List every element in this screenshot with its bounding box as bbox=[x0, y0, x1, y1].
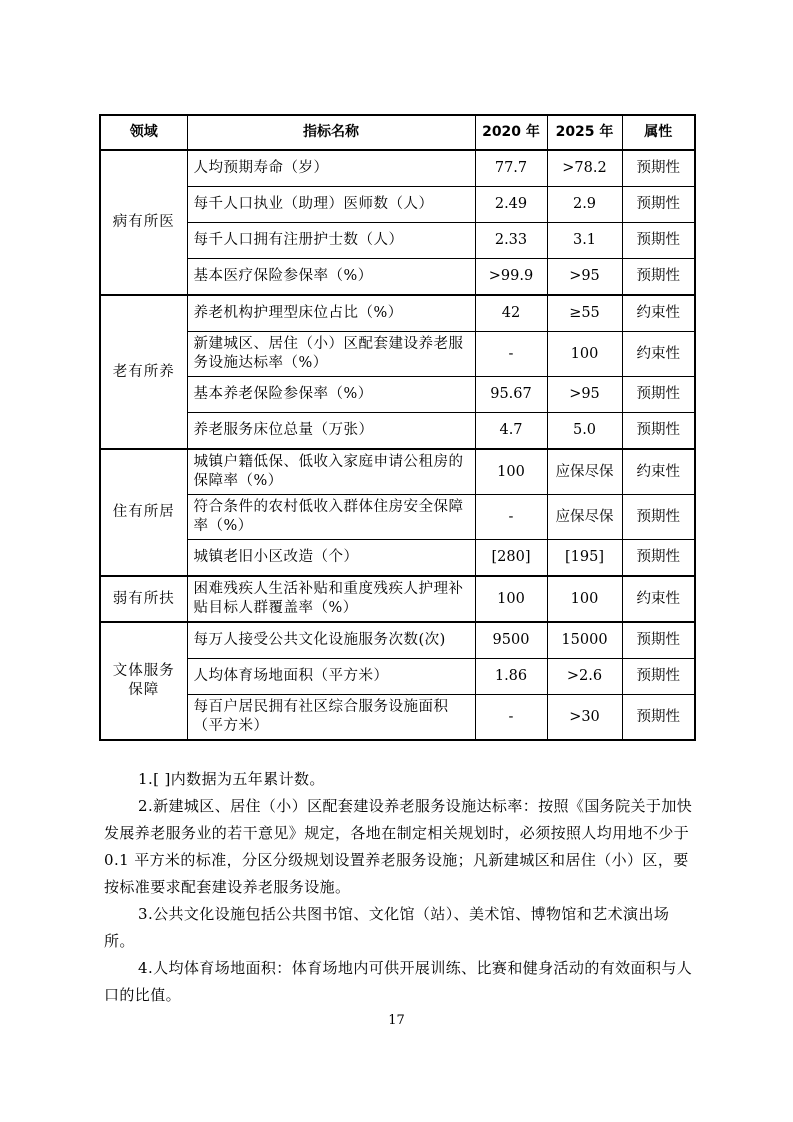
table-row bbox=[100, 187, 695, 223]
indicator-name: 困难残疾人生活补贴和重度残疾人护理补贴目标人群覆盖率（%） bbox=[187, 576, 475, 622]
attribute-cell: 预期性 bbox=[622, 622, 695, 659]
domain-cell: 文体服务保障 bbox=[100, 622, 187, 740]
header-2025: 2025 年 bbox=[547, 115, 622, 150]
table-row bbox=[100, 622, 695, 659]
attribute-cell: 预期性 bbox=[622, 540, 695, 577]
value-2020: 100 bbox=[475, 449, 547, 495]
value-2020: 2.49 bbox=[475, 187, 547, 223]
indicator-name: 养老服务床位总量（万张） bbox=[187, 413, 475, 450]
indicator-name: 符合条件的农村低收入群体住房安全保障率（%） bbox=[187, 495, 475, 540]
indicator-name: 人均预期寿命（岁） bbox=[187, 150, 475, 187]
value-2020: 95.67 bbox=[475, 377, 547, 413]
domain-cell: 弱有所扶 bbox=[100, 576, 187, 622]
value-2025: 100 bbox=[547, 332, 622, 377]
value-2020: - bbox=[475, 332, 547, 377]
domain-cell: 住有所居 bbox=[100, 449, 187, 576]
attribute-cell: 预期性 bbox=[622, 187, 695, 223]
indicator-name: 基本养老保险参保率（%） bbox=[187, 377, 475, 413]
indicator-name: 每千人口拥有注册护士数（人） bbox=[187, 223, 475, 259]
indicator-name: 每千人口执业（助理）医师数（人） bbox=[187, 187, 475, 223]
indicator-name: 城镇老旧小区改造（个） bbox=[187, 540, 475, 577]
value-2025: >30 bbox=[547, 695, 622, 741]
value-2025: 3.1 bbox=[547, 223, 622, 259]
attribute-cell: 预期性 bbox=[622, 413, 695, 450]
table-row bbox=[100, 150, 695, 187]
note-2: 2.新建城区、居住（小）区配套建设养老服务设施达标率：按照《国务院关于加快发展养老服务业的若干意见》规定，各地在制定相关规划时，必须按照人均用地不少于 0.1 平方米的标准，分区分级规划设置养老服务设施；凡新建城区和居住（小）区，要按标准要求配套建设养老服务设施。 bbox=[104, 797, 693, 896]
table-row bbox=[100, 576, 695, 622]
value-2025: 应保尽保 bbox=[547, 449, 622, 495]
value-2020: 9500 bbox=[475, 622, 547, 659]
indicator-name: 新建城区、居住（小）区配套建设养老服务设施达标率（%） bbox=[187, 332, 475, 377]
value-2025: ≥55 bbox=[547, 295, 622, 332]
value-2020: - bbox=[475, 695, 547, 741]
value-2025: >2.6 bbox=[547, 659, 622, 695]
attribute-cell: 预期性 bbox=[622, 150, 695, 187]
value-2025: 应保尽保 bbox=[547, 495, 622, 540]
indicator-name: 基本医疗保险参保率（%） bbox=[187, 259, 475, 296]
attribute-cell: 约束性 bbox=[622, 295, 695, 332]
table-row bbox=[100, 259, 695, 296]
value-2025: 100 bbox=[547, 576, 622, 622]
table-row bbox=[100, 223, 695, 259]
attribute-cell: 预期性 bbox=[622, 223, 695, 259]
attribute-cell: 预期性 bbox=[622, 659, 695, 695]
header-indicator-name: 指标名称 bbox=[187, 115, 475, 150]
table-row bbox=[100, 295, 695, 332]
table-row bbox=[100, 377, 695, 413]
table-row bbox=[100, 695, 695, 741]
header-attribute: 属性 bbox=[622, 115, 695, 150]
attribute-cell: 预期性 bbox=[622, 259, 695, 296]
table-row bbox=[100, 332, 695, 377]
value-2020: - bbox=[475, 495, 547, 540]
table-row bbox=[100, 495, 695, 540]
note-3: 3.公共文化设施包括公共图书馆、文化馆（站）、美术馆、博物馆和艺术演出场所。 bbox=[104, 905, 670, 950]
note-1: 1.[ ]内数据为五年累计数。 bbox=[138, 770, 325, 788]
table-notes bbox=[104, 766, 694, 1009]
table-row bbox=[100, 659, 695, 695]
indicator-name: 每万人接受公共文化设施服务次数(次) bbox=[187, 622, 475, 659]
table-header-row bbox=[100, 115, 695, 150]
table-row bbox=[100, 449, 695, 495]
value-2025: [195] bbox=[547, 540, 622, 577]
indicator-name: 城镇户籍低保、低收入家庭申请公租房的保障率（%） bbox=[187, 449, 475, 495]
page-number: 17 bbox=[388, 1013, 405, 1028]
header-2020: 2020 年 bbox=[475, 115, 547, 150]
value-2025: 5.0 bbox=[547, 413, 622, 450]
indicator-name: 每百户居民拥有社区综合服务设施面积（平方米） bbox=[187, 695, 475, 741]
attribute-cell: 约束性 bbox=[622, 332, 695, 377]
indicator-name: 养老机构护理型床位占比（%） bbox=[187, 295, 475, 332]
indicator-name: 人均体育场地面积（平方米） bbox=[187, 659, 475, 695]
value-2025: 15000 bbox=[547, 622, 622, 659]
value-2020: 4.7 bbox=[475, 413, 547, 450]
value-2020: 42 bbox=[475, 295, 547, 332]
value-2025: >95 bbox=[547, 259, 622, 296]
header-domain: 领域 bbox=[100, 115, 187, 150]
table-row bbox=[100, 413, 695, 450]
indicators-table bbox=[99, 114, 696, 741]
value-2020: [280] bbox=[475, 540, 547, 577]
value-2025: >78.2 bbox=[547, 150, 622, 187]
value-2020: 1.86 bbox=[475, 659, 547, 695]
attribute-cell: 约束性 bbox=[622, 449, 695, 495]
attribute-cell: 预期性 bbox=[622, 495, 695, 540]
domain-cell: 老有所养 bbox=[100, 295, 187, 449]
value-2020: 77.7 bbox=[475, 150, 547, 187]
value-2025: >95 bbox=[547, 377, 622, 413]
value-2020: 100 bbox=[475, 576, 547, 622]
domain-cell: 病有所医 bbox=[100, 150, 187, 295]
attribute-cell: 约束性 bbox=[622, 576, 695, 622]
attribute-cell: 预期性 bbox=[622, 377, 695, 413]
value-2020: >99.9 bbox=[475, 259, 547, 296]
value-2020: 2.33 bbox=[475, 223, 547, 259]
note-4: 4.人均体育场地面积：体育场地内可供开展训练、比赛和健身活动的有效面积与人口的比值。 bbox=[104, 959, 693, 1004]
attribute-cell: 预期性 bbox=[622, 695, 695, 741]
table-row bbox=[100, 540, 695, 577]
value-2025: 2.9 bbox=[547, 187, 622, 223]
